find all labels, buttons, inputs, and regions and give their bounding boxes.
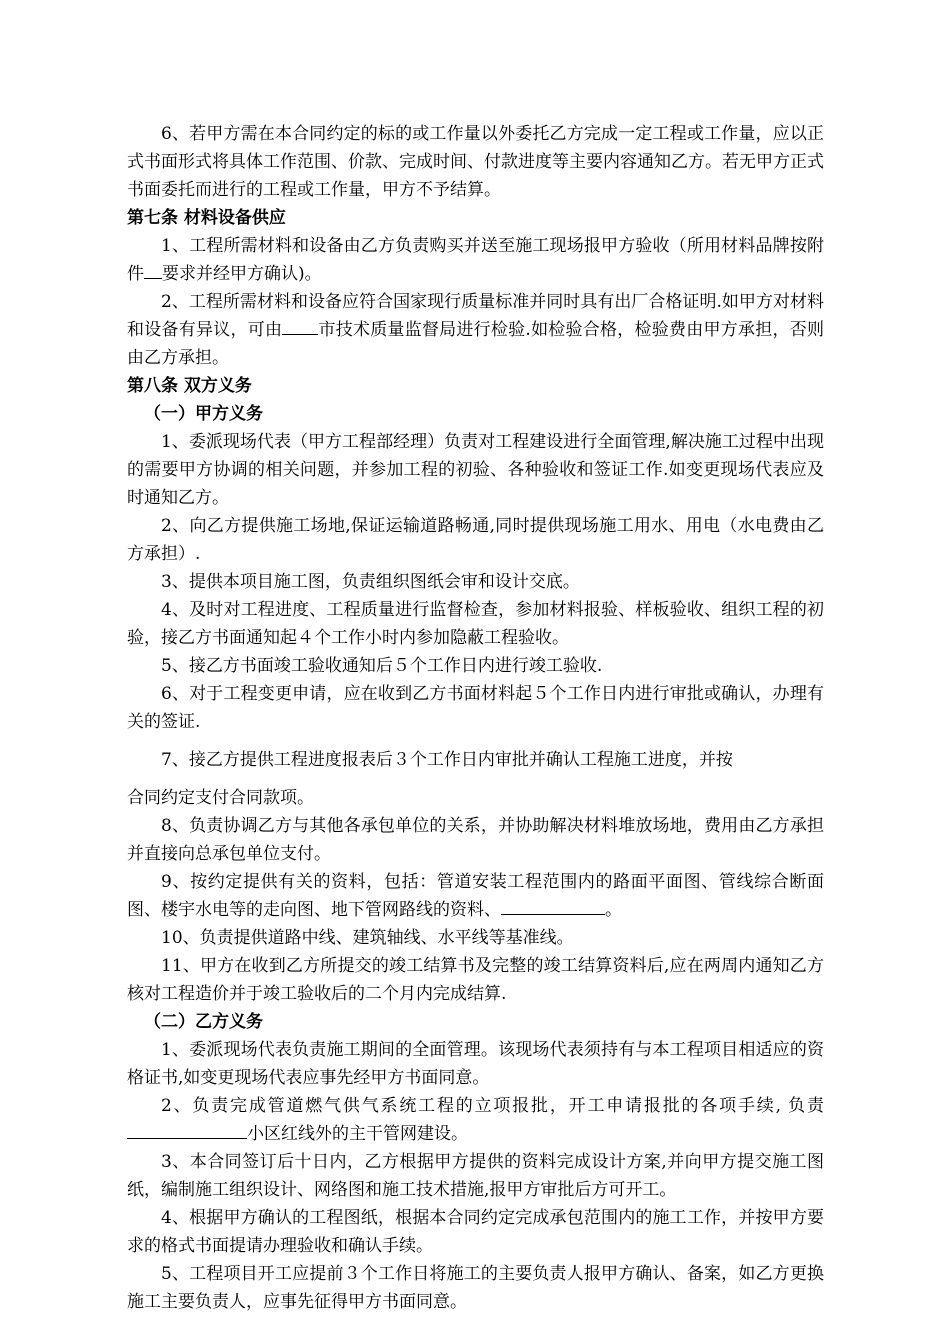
party-a-duty-8: 8、负责协调乙方与其他各承包单位的关系，并协助解决材料堆放场地，费用由乙方承担并直接向总承包单位支付。 (127, 816, 824, 864)
clause-7-6: 6、若甲方需在本合同约定的标的或工作量以外委托乙方完成一定工程或工作量，应以正式书面形式将具体工作范围、价款、完成时间、付款进度等主要内容通知乙方。若无甲方正式书面委托而进行的工程或工作量，甲方不予结算。 (127, 124, 824, 200)
party-a-duty-4: 4、及时对工程进度、工程质量进行监督检查，参加材料报验、样板验收、组织工程的初验，接乙方书面通知起４个工作小时内参加隐蔽工程验收。 (127, 600, 824, 648)
article-8-heading: 第八条 双方义务 (127, 376, 252, 396)
clause-material-2-text-a: 2、工程所需材料和设备应符合国家现行质量标准并同时具有出厂合格证明.如甲方对材料和设备有异议，可由 (127, 292, 824, 340)
party-a-duty-9 (127, 868, 824, 924)
party-a-duty-3: 3、提供本项目施工图，负责组织图纸会审和设计交底。 (161, 572, 580, 592)
blank-underline (127, 1120, 247, 1139)
clause-material-1-text-a: 1、工程所需材料和设备由乙方负责购买并送至施工现场报甲方验收（所用材料品牌按附件 (127, 236, 824, 284)
clause-material-2-text-b: 市技术质量监督局进行检验.如检验合格，检验费由甲方承担，否则由乙方承担。 (127, 320, 825, 368)
blank-underline (501, 896, 605, 915)
party-a-duty-5: 5、接乙方书面竣工验收通知后５个工作日内进行竣工验收. (161, 656, 603, 676)
party-b-duty-3: 3、本合同签订后十日内，乙方根据甲方提供的资料完成设计方案,并向甲方提交施工图纸，编制施工组织设计、网络图和施工技术措施,报甲方审批后方可开工。 (127, 1152, 824, 1200)
party-a-duty-7-line-2: 合同约定支付合同款项。 (127, 788, 314, 808)
clause-material-1 (127, 232, 824, 288)
party-b-duty-1: 1、委派现场代表负责施工期间的全面管理。该现场代表须持有与本工程项目相适应的资格证书,如变更现场代表应事先经甲方书面同意。 (127, 1040, 824, 1088)
party-a-duty-7-line-1: 7、接乙方提供工程进度报表后３个工作日内审批并确认工程施工进度，并按 (161, 750, 733, 770)
party-b-duty-2 (127, 1092, 824, 1148)
party-a-duty-9-text-a: 9、按约定提供有关的资料，包括：管道安装工程范围内的路面平面图、管线综合断面图、楼宇水电等的走向图、地下管网路线的资料、 (127, 872, 824, 920)
clause-material-1-text-b: 要求并经甲方确认)。 (162, 264, 322, 284)
party-a-duty-11: 11、甲方在收到乙方所提交的竣工结算书及完整的竣工结算资料后,应在两周内通知乙方核对工程造价并于竣工验收后的二个月内完成结算. (127, 956, 824, 1004)
party-b-heading: （二）乙方义务 (144, 1012, 263, 1032)
party-a-duty-6: 6、对于工程变更申请，应在收到乙方书面材料起５个工作日内进行审批或确认，办理有关的签证. (127, 684, 824, 732)
party-a-duty-1: 1、委派现场代表（甲方工程部经理）负责对工程建设进行全面管理,解决施工过程中出现的需要甲方协调的相关问题，并参加工程的初验、各种验收和签证工作.如变更现场代表应及时通知乙方。 (127, 432, 824, 508)
party-a-duty-10: 10、负责提供道路中线、建筑轴线、水平线等基准线。 (161, 928, 574, 948)
party-b-duty-5: 5、工程项目开工应提前３个工作日将施工的主要负责人报甲方确认、备案，如乙方更换施工主要负责人，应事先征得甲方书面同意。 (127, 1264, 824, 1312)
blank-underline (144, 260, 162, 279)
clause-material-2 (127, 288, 824, 372)
article-7-heading: 第七条 材料设备供应 (127, 208, 286, 228)
party-a-duty-9-text-b: 。 (605, 900, 622, 920)
party-b-duty-2-text-a: 2、负责完成管道燃气供气系统工程的立项报批，开工申请报批的各项手续, 负责 (161, 1096, 824, 1116)
document-page (127, 120, 824, 1316)
party-a-heading: （一）甲方义务 (144, 404, 263, 424)
party-b-duty-2-text-b: 小区红线外的主干管网建设。 (247, 1124, 468, 1144)
party-a-duty-2: 2、向乙方提供施工场地,保证运输道路畅通,同时提供现场施工用水、用电（水电费由乙方承担）. (127, 516, 824, 564)
party-b-duty-4: 4、根据甲方确认的工程图纸，根据本合同约定完成承包范围内的施工工作，并按甲方要求的格式书面提请办理验收和确认手续。 (127, 1208, 824, 1256)
blank-underline (282, 316, 318, 335)
